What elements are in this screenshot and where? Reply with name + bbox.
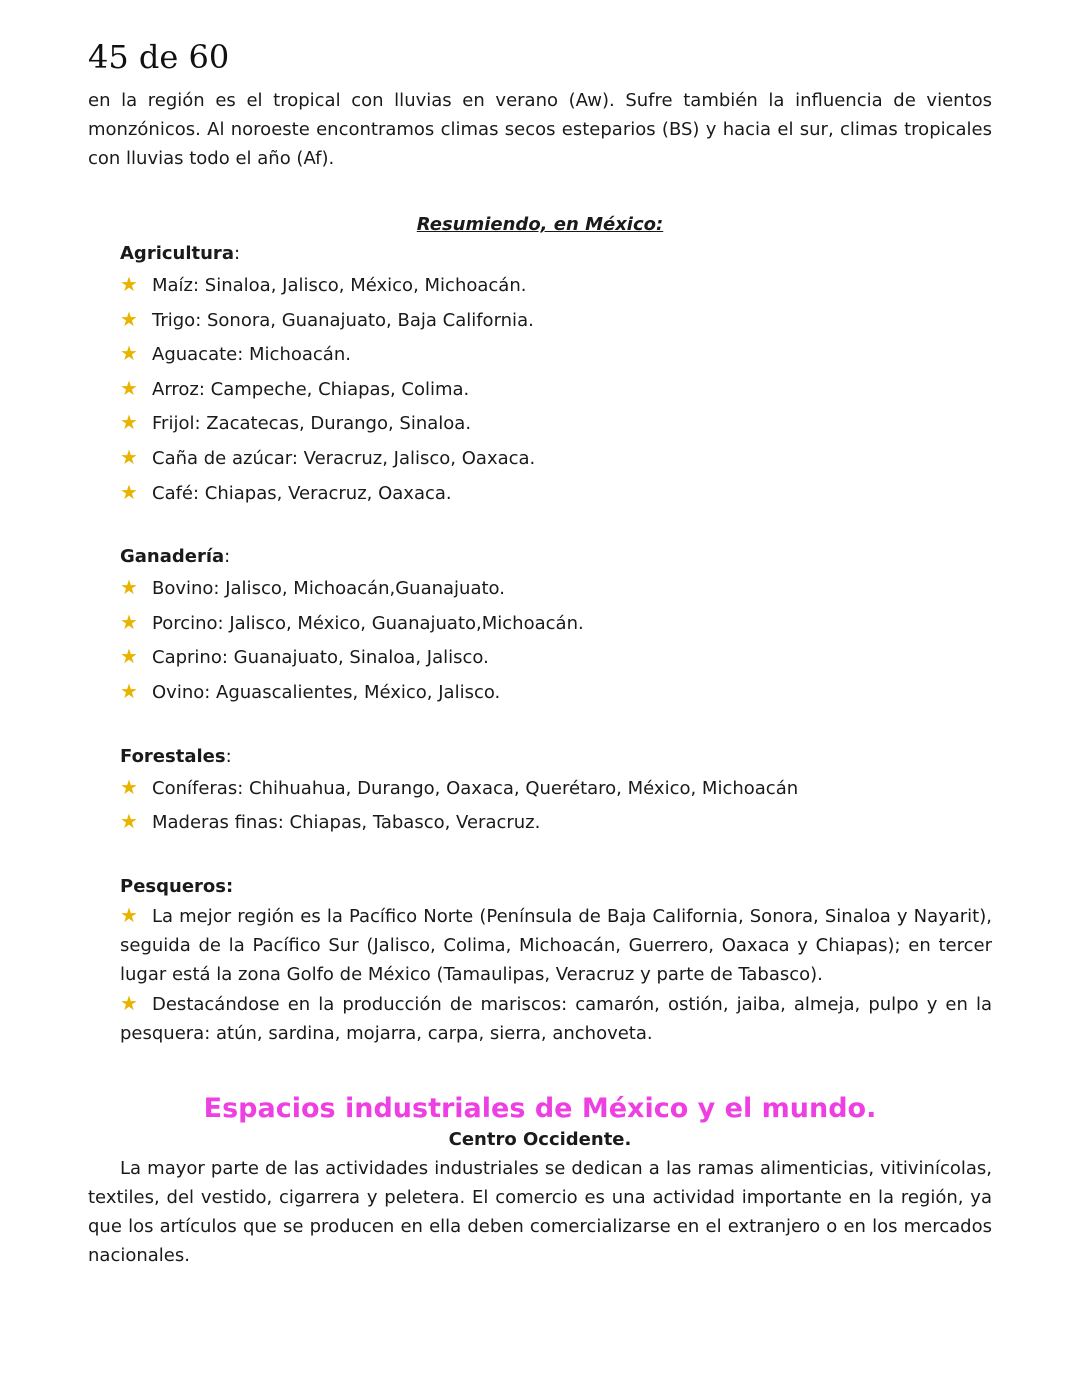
document-body — [88, 86, 992, 1270]
section-agricultura — [120, 239, 992, 1048]
list-item: ★ Aguacate: Michoacán. — [120, 337, 992, 372]
list-item: ★ Maderas finas: Chiapas, Tabasco, Veracruz. — [120, 805, 992, 840]
bullet-list — [120, 571, 992, 709]
list-item: ★ Maíz: Sinaloa, Jalisco, México, Michoacán. — [120, 268, 992, 303]
list-item: ★ Café: Chiapas, Veracruz, Oaxaca. — [120, 476, 992, 511]
list-item: ★ La mejor región es la Pacífico Norte (Península de Baja California, Sonora, Sinaloa y Nayarit), seguida de la Pacífico Sur (Jalisco, Colima, Michoacán, Guerrero, Oaxaca y Chiapas); en tercer lugar está la zona Golfo de México (Tamaulipas, Veracruz y parte de Tabasco). — [120, 902, 992, 985]
star-icon: ★ — [120, 272, 138, 296]
star-icon: ★ — [120, 410, 138, 435]
bullet-list — [120, 771, 992, 840]
industrial-title: Espacios industriales de México y el mundo. — [203, 1092, 877, 1124]
section-title: Forestales: — [120, 745, 232, 767]
star-icon: ★ — [120, 341, 138, 366]
section-title: Agricultura: — [120, 243, 241, 264]
star-icon: ★ — [120, 306, 138, 331]
pesqueros-content — [120, 901, 992, 1048]
star-icon: ★ — [120, 644, 138, 669]
list-item: ★ Caprino: Guanajuato, Sinaloa, Jalisco. — [120, 640, 992, 675]
bullet-list — [120, 268, 992, 510]
star-icon: ★ — [120, 375, 138, 400]
summary-title: Resumiendo, en México: — [416, 214, 664, 235]
section-title: Pesqueros: — [120, 875, 234, 897]
star-icon: ★ — [120, 444, 138, 469]
star-icon: ★ — [120, 902, 138, 927]
industrial-paragraph: La mayor parte de las actividades industriales se dedican a las ramas alimenticias, vitivinícolas, textiles, del vestido, cigarrera y peletera. El comercio es una actividad importante en la región, ya que los artículos que se producen en ella deben comercializarse en el extranjero o en los mercados nacionales. — [88, 1157, 992, 1266]
list-item: ★ Frijol: Zacatecas, Durango, Sinaloa. — [120, 406, 992, 441]
industrial-subtitle: Centro Occidente. — [448, 1128, 632, 1150]
list-item: ★ Arroz: Campeche, Chiapas, Colima. — [120, 372, 992, 407]
star-icon: ★ — [120, 479, 138, 504]
star-icon: ★ — [120, 575, 138, 600]
intro-paragraph: en la región es el tropical con lluvias en verano (Aw). Sufre también la influencia de vientos monzónicos. Al noroeste encontramos climas secos esteparios (BS) y hacia el sur, climas tropicales con lluvias todo el año (Af). — [88, 90, 992, 169]
list-item: ★ Bovino: Jalisco, Michoacán,Guanajuato. — [120, 571, 992, 606]
star-icon: ★ — [120, 678, 138, 703]
list-item: ★ Coníferas: Chihuahua, Durango, Oaxaca, Querétaro, México, Michoacán — [120, 771, 992, 806]
star-icon: ★ — [120, 774, 138, 799]
list-item: ★ Porcino: Jalisco, México, Guanajuato,Michoacán. — [120, 606, 992, 641]
star-icon: ★ — [120, 609, 138, 634]
list-item: ★ Destacándose en la producción de mariscos: camarón, ostión, jaiba, almeja, pulpo y en la pesquera: atún, sardina, mojarra, carpa, sierra, anchoveta. — [120, 990, 992, 1044]
list-item: ★ Trigo: Sonora, Guanajuato, Baja California. — [120, 303, 992, 338]
page-number: 45 de 60 — [88, 38, 230, 76]
star-icon: ★ — [120, 809, 138, 834]
list-item: ★ Caña de azúcar: Veracruz, Jalisco, Oaxaca. — [120, 441, 992, 476]
list-item: ★ Ovino: Aguascalientes, México, Jalisco. — [120, 675, 992, 710]
star-icon: ★ — [120, 990, 138, 1015]
section-title: Ganadería: — [120, 546, 231, 568]
